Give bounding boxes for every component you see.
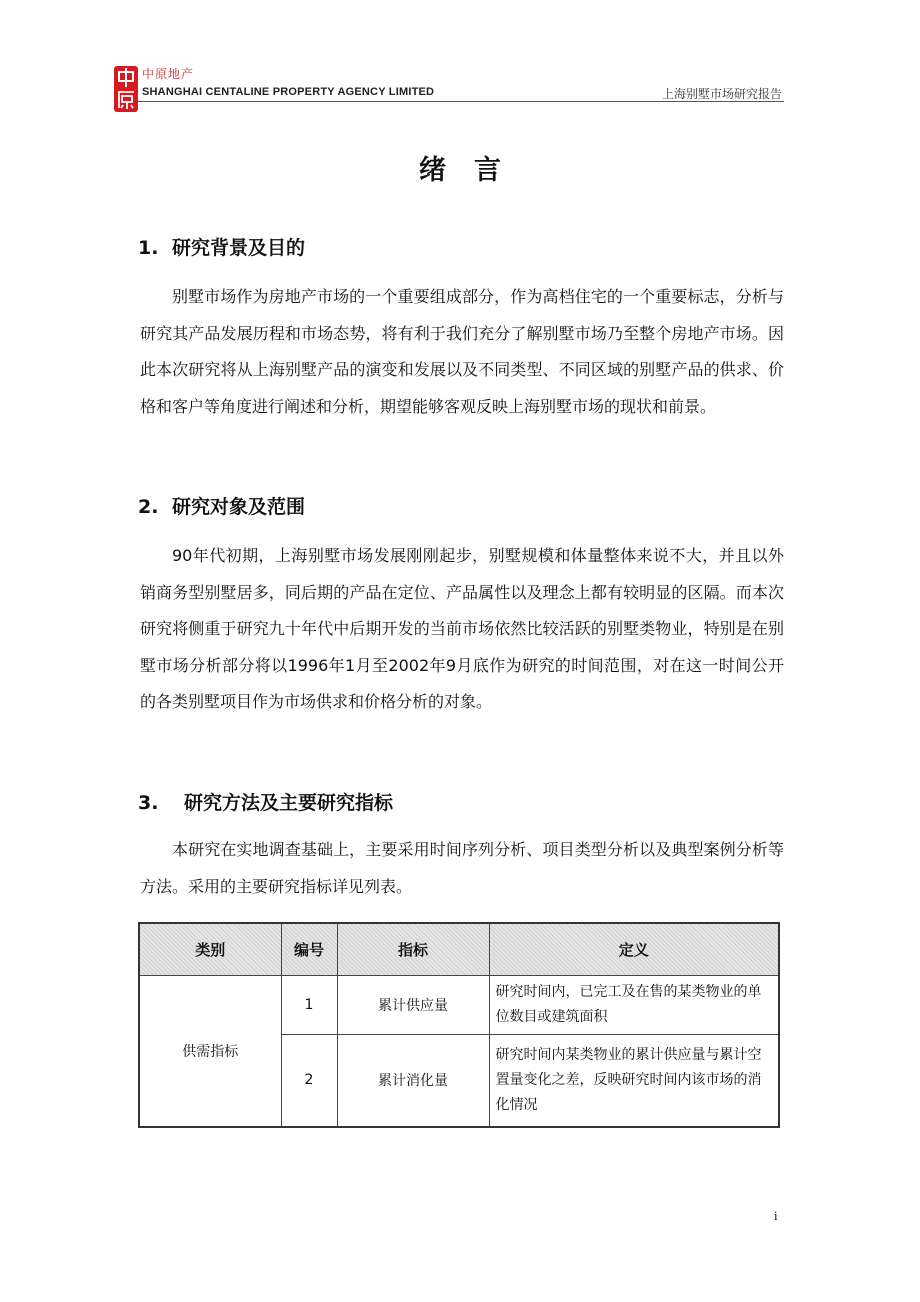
section-3-body [140,832,784,905]
section-2-heading [138,492,305,519]
section-2-title: 研究对象及范围 [172,496,306,518]
category-cell: 供需指标 [139,976,281,1127]
company-name-cn: 中原地产 [142,67,195,81]
document-title: 绪言 [419,155,529,186]
section-2-paragraph: 90年代初期，上海别墅市场发展刚刚起步，别墅规模和体量整体来说不大，并且以外销商务型别墅居多，同后期的产品在定位、产品属性以及理念上都有较明显的区隔。而本次研究将侧重于研究九十年代中后期开发的当前市场依然比较活跃的别墅类物业，特别是在别墅市场分析部分将以1996年1月至2002年9月底作为研究的时间范围，对在这一时间公开的各类别墅项目作为市场供求和价格分析的对象。 [140,546,784,711]
section-2-number: 2. [138,496,159,518]
row-number: 1 [281,976,337,1035]
section-1-heading [138,233,305,260]
section-1-number: 1. [138,237,159,259]
section-3-paragraph: 本研究在实地调查基础上，主要采用时间序列分析、项目类型分析以及典型案例分析等方法。采用的主要研究指标详见列表。 [140,840,784,896]
header-indicator: 指标 [337,923,489,976]
section-1-body [140,279,784,425]
section-1-paragraph: 别墅市场作为房地产市场的一个重要组成部分，作为高档住宅的一个重要标志，分析与研究其产品发展历程和市场态势，将有利于我们充分了解别墅市场乃至整个房地产市场。因此本次研究将从上海别墅产品的演变和发展以及不同类型、不同区域的别墅产品的供求、价格和客户等角度进行阐述和分析，期望能够客观反映上海别墅市场的现状和前景。 [140,287,784,416]
header-divider [138,101,784,102]
row-definition: 研究时间内，已完工及在售的某类物业的单位数目或建筑面积 [489,976,779,1035]
table-header-row [139,923,779,976]
row-indicator: 累计消化量 [337,1035,489,1127]
page-number: i [774,1208,778,1223]
header-category: 类别 [139,923,281,976]
section-3-title: 研究方法及主要研究指标 [184,792,394,814]
centaline-logo-icon [114,66,138,112]
header-definition: 定义 [489,923,779,976]
header-number: 编号 [281,923,337,976]
company-name-en: SHANGHAI CENTALINE PROPERTY AGENCY LIMITED [142,86,435,98]
section-1-title: 研究背景及目的 [172,237,306,259]
row-definition: 研究时间内某类物业的累计供应量与累计空置量变化之差，反映研究时间内该市场的消化情况 [489,1035,779,1127]
section-3-heading [138,788,393,815]
section-2-body [140,538,784,721]
table-row [139,976,779,1035]
page-header [112,62,784,104]
indicator-table [138,922,780,1128]
row-number: 2 [281,1035,337,1127]
report-title: 上海别墅市场研究报告 [661,87,782,101]
row-indicator: 累计供应量 [337,976,489,1035]
section-3-number: 3. [138,792,159,814]
